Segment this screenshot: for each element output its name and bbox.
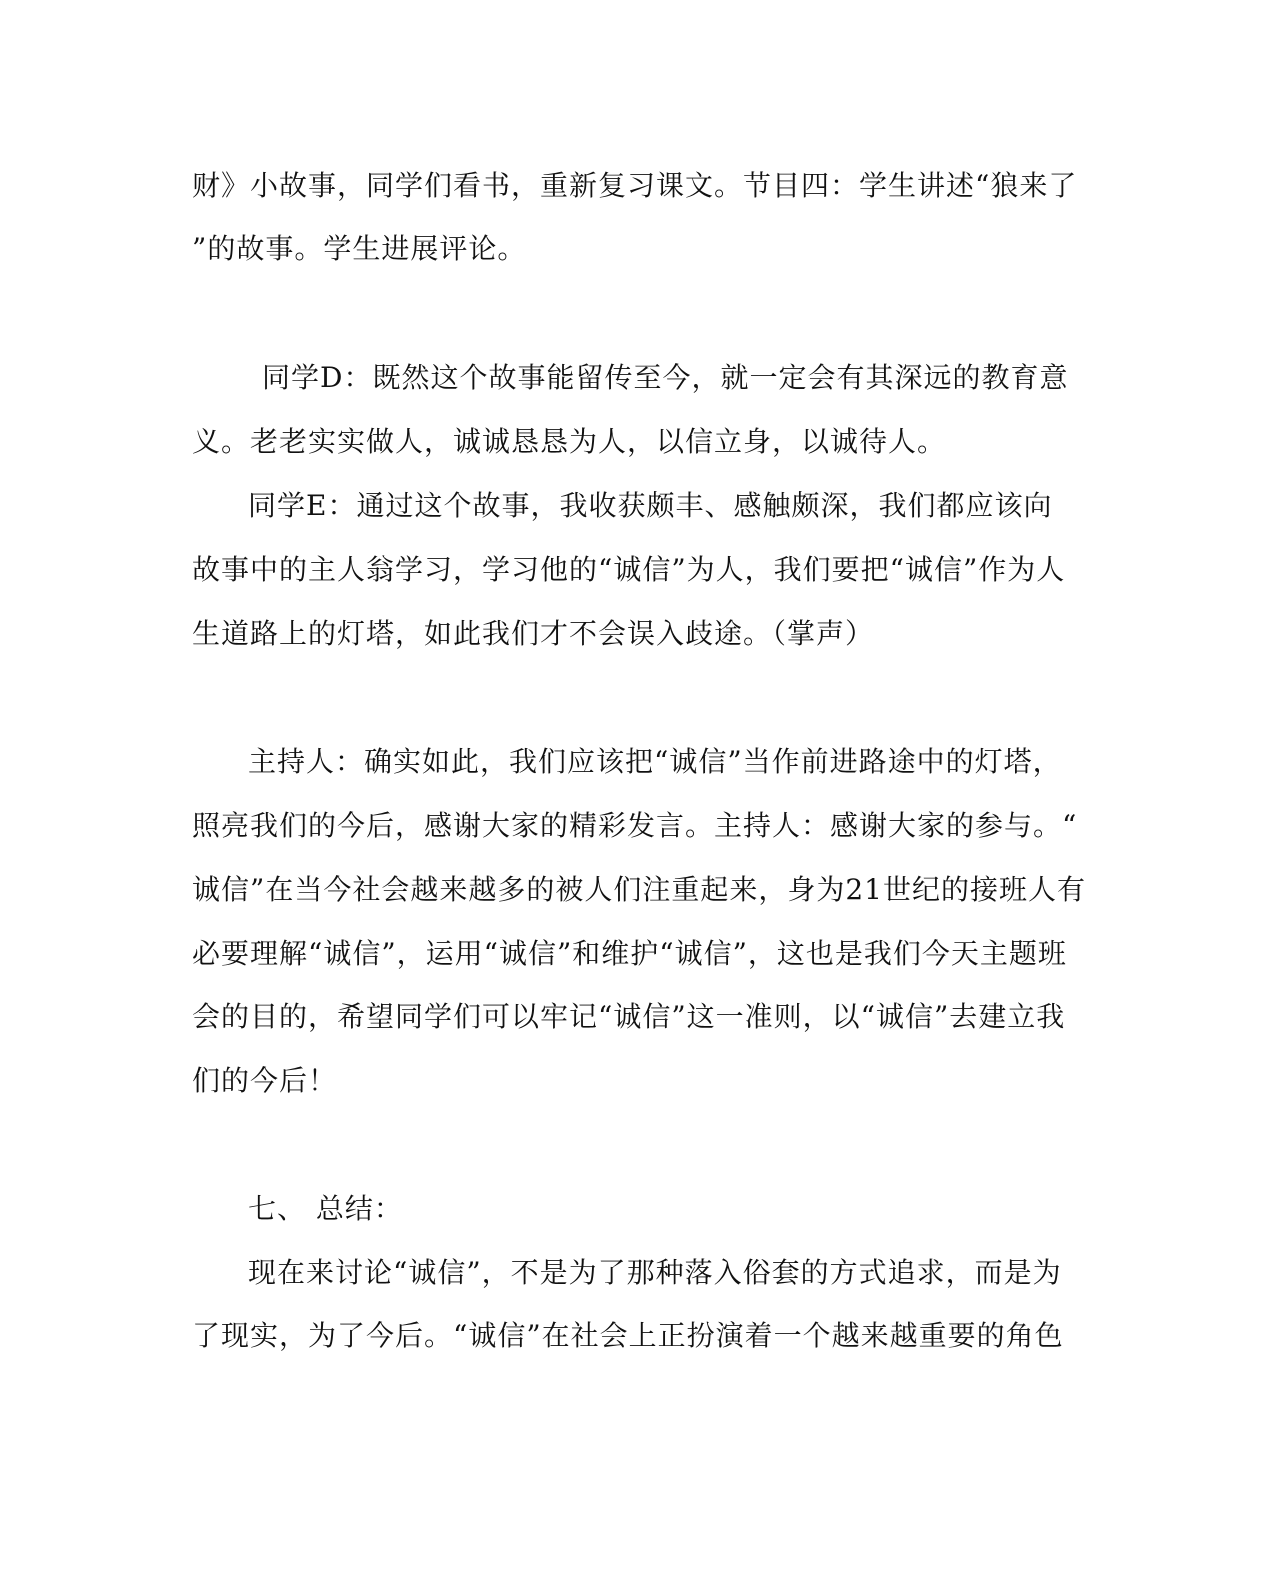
text-line: 义。老老实实做人，诚诚恳恳为人，以信立身，以诚待人。 bbox=[192, 425, 947, 458]
text-line: 同学E：通过这个故事，我收获颇丰、感触颇深，我们都应该向 bbox=[248, 489, 1053, 522]
text-line: 照亮我们的今后，感谢大家的精彩发言。主持人：感谢大家的参与。“ bbox=[192, 809, 1078, 842]
text-line: 们的今后！ bbox=[192, 1064, 338, 1097]
text-line: 现在来讨论“诚信”，不是为了那种落入俗套的方式追求，而是为 bbox=[248, 1256, 1062, 1289]
text-line: 会的目的，希望同学们可以牢记“诚信”这一准则，以“诚信”去建立我 bbox=[192, 1000, 1066, 1033]
text-line: 必要理解“诚信”，运用“诚信”和维护“诚信”，这也是我们今天主题班 bbox=[192, 937, 1067, 970]
text-line: 生道路上的灯塔，如此我们才不会误入歧途。（掌声） bbox=[192, 617, 875, 650]
text-line: 诚信”在当今社会越来越多的被人们注重起来，身为21世纪的接班人有 bbox=[192, 873, 1086, 906]
text-line: 主持人：确实如此，我们应该把“诚信”当作前进路途中的灯塔， bbox=[248, 745, 1062, 778]
text-line: ”的故事。学生进展评论。 bbox=[192, 232, 527, 265]
text-line: 财》小故事，同学们看书，重新复习课文。节目四：学生讲述“狼来了 bbox=[192, 169, 1078, 202]
text-line: 故事中的主人翁学习，学习他的“诚信”为人，我们要把“诚信”作为人 bbox=[192, 553, 1066, 586]
text-line: 同学D：既然这个故事能留传至今，就一定会有其深远的教育意 bbox=[262, 361, 1069, 394]
section-heading: 七、 总结： bbox=[248, 1192, 403, 1225]
text-line: 了现实，为了今后。“诚信”在社会上正扮演着一个越来越重要的角色 bbox=[192, 1319, 1064, 1352]
